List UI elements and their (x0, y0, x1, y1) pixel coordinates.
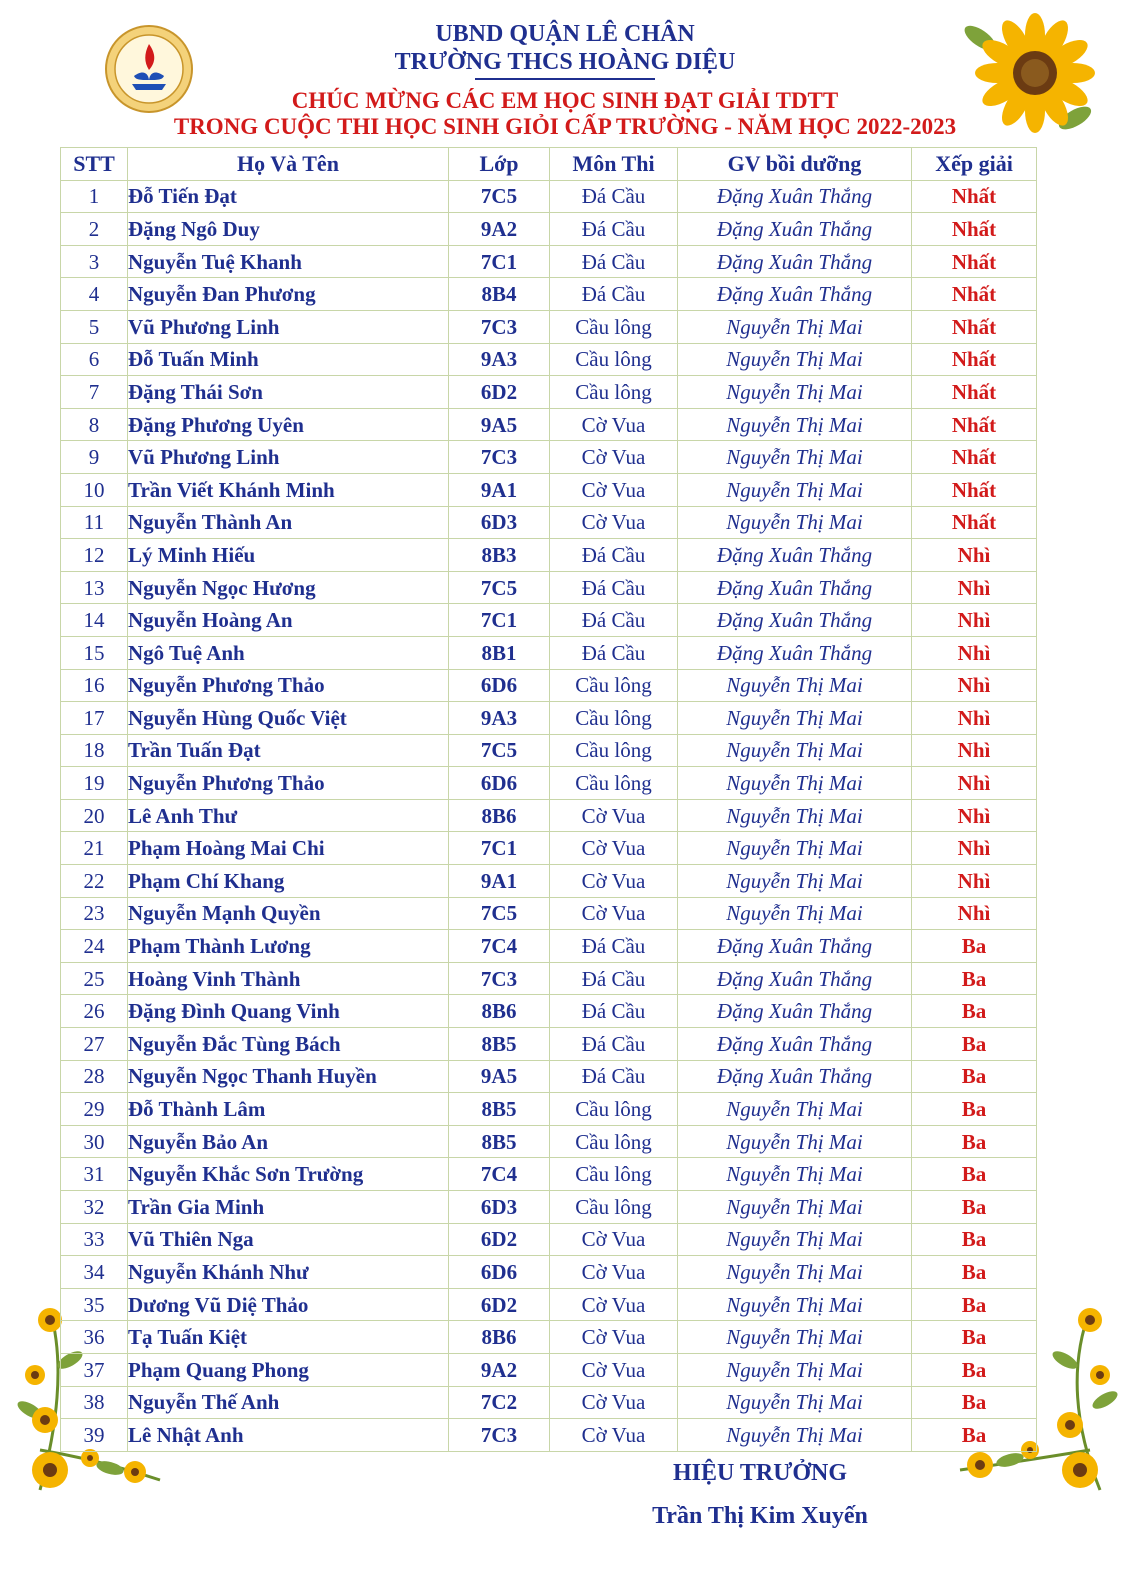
table-row (61, 1386, 1037, 1419)
prize-cell: Ba (912, 1191, 1037, 1224)
row-stt: 14 (61, 604, 128, 637)
teacher-cell: Đặng Xuân Thắng (678, 1028, 912, 1061)
prize-cell: Nhì (912, 767, 1037, 800)
prize-cell: Ba (912, 1288, 1037, 1321)
subject-cell: Cầu lông (550, 669, 678, 702)
table-row (61, 930, 1037, 963)
class-cell: 7C5 (449, 180, 550, 213)
table-row (61, 1223, 1037, 1256)
student-name: Trần Tuấn Đạt (128, 734, 449, 767)
class-cell: 9A3 (449, 702, 550, 735)
prize-cell: Nhất (912, 245, 1037, 278)
student-name: Vũ Phương Linh (128, 310, 449, 343)
prize-cell: Nhất (912, 343, 1037, 376)
teacher-cell: Nguyễn Thị Mai (678, 310, 912, 343)
prize-cell: Nhì (912, 799, 1037, 832)
table-row (61, 1419, 1037, 1452)
student-name: Đỗ Tiến Đạt (128, 180, 449, 213)
results-table (60, 147, 1037, 1452)
subject-cell: Cờ Vua (550, 1288, 678, 1321)
prize-cell: Ba (912, 1093, 1037, 1126)
teacher-cell: Đặng Xuân Thắng (678, 930, 912, 963)
row-stt: 39 (61, 1419, 128, 1452)
class-cell: 9A3 (449, 343, 550, 376)
class-cell: 7C3 (449, 441, 550, 474)
table-header-row (61, 148, 1037, 181)
table-row (61, 571, 1037, 604)
class-cell: 9A2 (449, 1353, 550, 1386)
prize-cell: Nhì (912, 669, 1037, 702)
table-row (61, 213, 1037, 246)
row-stt: 35 (61, 1288, 128, 1321)
student-name: Nguyễn Ngọc Hương (128, 571, 449, 604)
teacher-cell: Nguyễn Thị Mai (678, 767, 912, 800)
teacher-cell: Nguyễn Thị Mai (678, 1353, 912, 1386)
teacher-cell: Nguyễn Thị Mai (678, 343, 912, 376)
teacher-cell: Nguyễn Thị Mai (678, 1158, 912, 1191)
teacher-cell: Đặng Xuân Thắng (678, 245, 912, 278)
class-cell: 7C1 (449, 832, 550, 865)
row-stt: 36 (61, 1321, 128, 1354)
table-row (61, 1191, 1037, 1224)
student-name: Đặng Ngô Duy (128, 213, 449, 246)
table-row (61, 245, 1037, 278)
prize-cell: Nhì (912, 702, 1037, 735)
prize-cell: Nhì (912, 832, 1037, 865)
teacher-cell: Đặng Xuân Thắng (678, 636, 912, 669)
org-name: UBND QUẬN LÊ CHÂN (435, 21, 695, 47)
class-cell: 6D3 (449, 506, 550, 539)
row-stt: 5 (61, 310, 128, 343)
teacher-cell: Nguyễn Thị Mai (678, 1321, 912, 1354)
teacher-cell: Nguyễn Thị Mai (678, 506, 912, 539)
student-name: Nguyễn Hoàng An (128, 604, 449, 637)
prize-cell: Nhất (912, 473, 1037, 506)
subject-cell: Cờ Vua (550, 1256, 678, 1289)
class-cell: 7C1 (449, 604, 550, 637)
subject-cell: Cờ Vua (550, 441, 678, 474)
subject-cell: Đá Cầu (550, 1060, 678, 1093)
teacher-cell: Đặng Xuân Thắng (678, 995, 912, 1028)
row-stt: 15 (61, 636, 128, 669)
prize-cell: Nhì (912, 734, 1037, 767)
subject-cell: Cờ Vua (550, 1386, 678, 1419)
subject-cell: Đá Cầu (550, 571, 678, 604)
table-row (61, 962, 1037, 995)
teacher-cell: Nguyễn Thị Mai (678, 1223, 912, 1256)
subject-cell: Cầu lông (550, 1125, 678, 1158)
prize-cell: Nhất (912, 506, 1037, 539)
teacher-cell: Nguyễn Thị Mai (678, 669, 912, 702)
class-cell: 9A5 (449, 1060, 550, 1093)
row-stt: 37 (61, 1353, 128, 1386)
teacher-cell: Nguyễn Thị Mai (678, 1125, 912, 1158)
prize-cell: Ba (912, 1353, 1037, 1386)
class-cell: 8B1 (449, 636, 550, 669)
student-name: Nguyễn Thành An (128, 506, 449, 539)
row-stt: 32 (61, 1191, 128, 1224)
student-name: Phạm Quang Phong (128, 1353, 449, 1386)
class-cell: 7C5 (449, 571, 550, 604)
teacher-cell: Đặng Xuân Thắng (678, 1060, 912, 1093)
class-cell: 7C3 (449, 1419, 550, 1452)
subject-cell: Cờ Vua (550, 1223, 678, 1256)
prize-cell: Nhất (912, 408, 1037, 441)
table-row (61, 1093, 1037, 1126)
teacher-cell: Nguyễn Thị Mai (678, 376, 912, 409)
subject-cell: Cầu lông (550, 343, 678, 376)
class-cell: 7C5 (449, 734, 550, 767)
teacher-cell: Đặng Xuân Thắng (678, 180, 912, 213)
student-name: Nguyễn Khánh Như (128, 1256, 449, 1289)
teacher-cell: Nguyễn Thị Mai (678, 1256, 912, 1289)
subject-cell: Cờ Vua (550, 897, 678, 930)
teacher-cell: Nguyễn Thị Mai (678, 734, 912, 767)
teacher-cell: Nguyễn Thị Mai (678, 1288, 912, 1321)
subject-cell: Cờ Vua (550, 408, 678, 441)
table-row (61, 636, 1037, 669)
row-stt: 22 (61, 865, 128, 898)
subject-cell: Cầu lông (550, 1191, 678, 1224)
row-stt: 33 (61, 1223, 128, 1256)
student-name: Đặng Đình Quang Vinh (128, 995, 449, 1028)
student-name: Lê Anh Thư (128, 799, 449, 832)
teacher-cell: Nguyễn Thị Mai (678, 473, 912, 506)
student-name: Nguyễn Đan Phương (128, 278, 449, 311)
class-cell: 8B5 (449, 1028, 550, 1061)
prize-cell: Ba (912, 930, 1037, 963)
class-cell: 8B6 (449, 799, 550, 832)
table-row (61, 310, 1037, 343)
subject-cell: Cờ Vua (550, 506, 678, 539)
student-name: Đặng Phương Uyên (128, 408, 449, 441)
school-name (0, 48, 1130, 80)
teacher-cell: Đặng Xuân Thắng (678, 571, 912, 604)
subject-cell: Cờ Vua (550, 1321, 678, 1354)
header-name: Họ Và Tên (128, 148, 449, 181)
class-cell: 6D2 (449, 1223, 550, 1256)
row-stt: 28 (61, 1060, 128, 1093)
class-cell: 8B3 (449, 539, 550, 572)
teacher-cell: Nguyễn Thị Mai (678, 702, 912, 735)
subject-cell: Cầu lông (550, 1158, 678, 1191)
subject-cell: Đá Cầu (550, 278, 678, 311)
subject-cell: Cờ Vua (550, 473, 678, 506)
table-row (61, 1028, 1037, 1061)
row-stt: 16 (61, 669, 128, 702)
row-stt: 29 (61, 1093, 128, 1126)
class-cell: 9A1 (449, 865, 550, 898)
row-stt: 27 (61, 1028, 128, 1061)
class-cell: 8B5 (449, 1093, 550, 1126)
prize-cell: Ba (912, 1386, 1037, 1419)
class-cell: 7C3 (449, 962, 550, 995)
class-cell: 6D6 (449, 767, 550, 800)
table-row (61, 343, 1037, 376)
prize-cell: Ba (912, 1223, 1037, 1256)
subject-cell: Cờ Vua (550, 1419, 678, 1452)
student-name: Vũ Phương Linh (128, 441, 449, 474)
signature-title: HIỆU TRƯỞNG (672, 1460, 848, 1486)
row-stt: 17 (61, 702, 128, 735)
student-name: Đỗ Thành Lâm (128, 1093, 449, 1126)
row-stt: 20 (61, 799, 128, 832)
class-cell: 8B6 (449, 1321, 550, 1354)
prize-cell: Nhất (912, 441, 1037, 474)
student-name: Nguyễn Mạnh Quyền (128, 897, 449, 930)
table-row (61, 278, 1037, 311)
prize-cell: Ba (912, 1419, 1037, 1452)
row-stt: 19 (61, 767, 128, 800)
student-name: Phạm Hoàng Mai Chi (128, 832, 449, 865)
prize-cell: Ba (912, 1028, 1037, 1061)
row-stt: 26 (61, 995, 128, 1028)
student-name: Lê Nhật Anh (128, 1419, 449, 1452)
prize-cell: Nhất (912, 278, 1037, 311)
class-cell: 7C3 (449, 310, 550, 343)
teacher-cell: Đặng Xuân Thắng (678, 278, 912, 311)
class-cell: 8B6 (449, 995, 550, 1028)
student-name: Đỗ Tuấn Minh (128, 343, 449, 376)
student-name: Nguyễn Bảo An (128, 1125, 449, 1158)
teacher-cell: Nguyễn Thị Mai (678, 1191, 912, 1224)
subject-cell: Cầu lông (550, 376, 678, 409)
student-name: Đặng Thái Sơn (128, 376, 449, 409)
school-name-text: TRƯỜNG THCS HOÀNG DIỆU (394, 49, 736, 75)
row-stt: 13 (61, 571, 128, 604)
student-name: Hoàng Vinh Thành (128, 962, 449, 995)
prize-cell: Nhất (912, 376, 1037, 409)
contest-title: TRONG CUỘC THI HỌC SINH GIỎI CẤP TRƯỜNG - NĂM HỌC 2022-2023 (173, 114, 957, 139)
table-row (61, 734, 1037, 767)
class-cell: 9A5 (449, 408, 550, 441)
school-underline (475, 78, 655, 80)
table-row (61, 408, 1037, 441)
subject-cell: Cầu lông (550, 734, 678, 767)
subject-cell: Đá Cầu (550, 636, 678, 669)
subject-cell: Cầu lông (550, 702, 678, 735)
teacher-cell: Nguyễn Thị Mai (678, 441, 912, 474)
student-name: Nguyễn Tuệ Khanh (128, 245, 449, 278)
student-name: Nguyễn Phương Thảo (128, 767, 449, 800)
student-name: Phạm Thành Lương (128, 930, 449, 963)
student-name: Trần Gia Minh (128, 1191, 449, 1224)
table-row (61, 1125, 1037, 1158)
teacher-cell: Đặng Xuân Thắng (678, 213, 912, 246)
table-row (61, 473, 1037, 506)
table-row (61, 604, 1037, 637)
table-row (61, 1353, 1037, 1386)
row-stt: 4 (61, 278, 128, 311)
class-cell: 6D3 (449, 1191, 550, 1224)
subject-cell: Cầu lông (550, 1093, 678, 1126)
teacher-cell: Nguyễn Thị Mai (678, 865, 912, 898)
row-stt: 9 (61, 441, 128, 474)
student-name: Nguyễn Thế Anh (128, 1386, 449, 1419)
table-row (61, 1288, 1037, 1321)
student-name: Nguyễn Phương Thảo (128, 669, 449, 702)
table-row (61, 799, 1037, 832)
subject-cell: Cờ Vua (550, 865, 678, 898)
prize-cell: Nhất (912, 180, 1037, 213)
student-name: Nguyễn Đắc Tùng Bách (128, 1028, 449, 1061)
row-stt: 25 (61, 962, 128, 995)
header-class: Lớp (449, 148, 550, 181)
prize-cell: Nhì (912, 571, 1037, 604)
table-row (61, 669, 1037, 702)
subject-cell: Đá Cầu (550, 213, 678, 246)
subject-cell: Đá Cầu (550, 930, 678, 963)
subject-cell: Đá Cầu (550, 604, 678, 637)
prize-cell: Ba (912, 1158, 1037, 1191)
subject-cell: Đá Cầu (550, 1028, 678, 1061)
row-stt: 8 (61, 408, 128, 441)
class-cell: 8B5 (449, 1125, 550, 1158)
row-stt: 1 (61, 180, 128, 213)
row-stt: 31 (61, 1158, 128, 1191)
table-row (61, 376, 1037, 409)
student-name: Nguyễn Ngọc Thanh Huyền (128, 1060, 449, 1093)
prize-cell: Nhì (912, 604, 1037, 637)
teacher-cell: Đặng Xuân Thắng (678, 539, 912, 572)
teacher-cell: Nguyễn Thị Mai (678, 1093, 912, 1126)
class-cell: 6D2 (449, 1288, 550, 1321)
class-cell: 7C1 (449, 245, 550, 278)
table-row (61, 832, 1037, 865)
prize-cell: Nhì (912, 539, 1037, 572)
prize-cell: Ba (912, 1125, 1037, 1158)
class-cell: 7C2 (449, 1386, 550, 1419)
class-cell: 7C4 (449, 1158, 550, 1191)
table-row (61, 1060, 1037, 1093)
signature-name: Trần Thị Kim Xuyến (652, 1503, 868, 1529)
row-stt: 24 (61, 930, 128, 963)
congrats-title: CHÚC MỪNG CÁC EM HỌC SINH ĐẠT GIẢI TDTT (291, 88, 839, 113)
class-cell: 7C5 (449, 897, 550, 930)
table-row (61, 180, 1037, 213)
header-subject: Môn Thi (550, 148, 678, 181)
teacher-cell: Nguyễn Thị Mai (678, 1386, 912, 1419)
prize-cell: Nhì (912, 865, 1037, 898)
row-stt: 23 (61, 897, 128, 930)
row-stt: 6 (61, 343, 128, 376)
class-cell: 8B4 (449, 278, 550, 311)
class-cell: 6D2 (449, 376, 550, 409)
prize-cell: Ba (912, 962, 1037, 995)
student-name: Trần Viết Khánh Minh (128, 473, 449, 506)
student-name: Dương Vũ Diệ Thảo (128, 1288, 449, 1321)
prize-cell: Ba (912, 1060, 1037, 1093)
prize-cell: Nhì (912, 636, 1037, 669)
student-name: Tạ Tuấn Kiệt (128, 1321, 449, 1354)
subject-cell: Đá Cầu (550, 539, 678, 572)
teacher-cell: Nguyễn Thị Mai (678, 799, 912, 832)
row-stt: 21 (61, 832, 128, 865)
student-name: Lý Minh Hiếu (128, 539, 449, 572)
subject-cell: Đá Cầu (550, 180, 678, 213)
row-stt: 3 (61, 245, 128, 278)
row-stt: 11 (61, 506, 128, 539)
table-row (61, 441, 1037, 474)
table-row (61, 1321, 1037, 1354)
teacher-cell: Đặng Xuân Thắng (678, 962, 912, 995)
row-stt: 30 (61, 1125, 128, 1158)
subject-cell: Cầu lông (550, 767, 678, 800)
table-body (61, 180, 1037, 1451)
prize-cell: Ba (912, 1321, 1037, 1354)
table-row (61, 506, 1037, 539)
teacher-cell: Đặng Xuân Thắng (678, 604, 912, 637)
class-cell: 6D6 (449, 1256, 550, 1289)
row-stt: 34 (61, 1256, 128, 1289)
subject-cell: Cờ Vua (550, 799, 678, 832)
subject-cell: Cầu lông (550, 310, 678, 343)
table-row (61, 1256, 1037, 1289)
class-cell: 7C4 (449, 930, 550, 963)
header-teacher: GV bồi dưỡng (678, 148, 912, 181)
row-stt: 12 (61, 539, 128, 572)
class-cell: 6D6 (449, 669, 550, 702)
table-row (61, 865, 1037, 898)
table-row (61, 1158, 1037, 1191)
header-prize: Xếp giải (912, 148, 1037, 181)
prize-cell: Nhất (912, 310, 1037, 343)
teacher-cell: Nguyễn Thị Mai (678, 897, 912, 930)
row-stt: 10 (61, 473, 128, 506)
row-stt: 38 (61, 1386, 128, 1419)
teacher-cell: Nguyễn Thị Mai (678, 408, 912, 441)
table-row (61, 995, 1037, 1028)
subject-cell: Đá Cầu (550, 962, 678, 995)
student-name: Vũ Thiên Nga (128, 1223, 449, 1256)
subject-cell: Đá Cầu (550, 245, 678, 278)
prize-cell: Nhất (912, 213, 1037, 246)
class-cell: 9A2 (449, 213, 550, 246)
student-name: Nguyễn Hùng Quốc Việt (128, 702, 449, 735)
prize-cell: Ba (912, 995, 1037, 1028)
row-stt: 2 (61, 213, 128, 246)
student-name: Ngô Tuệ Anh (128, 636, 449, 669)
row-stt: 7 (61, 376, 128, 409)
table-row (61, 897, 1037, 930)
prize-cell: Nhì (912, 897, 1037, 930)
teacher-cell: Nguyễn Thị Mai (678, 832, 912, 865)
subject-cell: Cờ Vua (550, 832, 678, 865)
teacher-cell: Nguyễn Thị Mai (678, 1419, 912, 1452)
student-name: Phạm Chí Khang (128, 865, 449, 898)
prize-cell: Ba (912, 1256, 1037, 1289)
header-stt: STT (61, 148, 128, 181)
subject-cell: Đá Cầu (550, 995, 678, 1028)
class-cell: 9A1 (449, 473, 550, 506)
table-row (61, 702, 1037, 735)
row-stt: 18 (61, 734, 128, 767)
subject-cell: Cờ Vua (550, 1353, 678, 1386)
document-header (0, 20, 1130, 140)
table-row (61, 767, 1037, 800)
table-row (61, 539, 1037, 572)
student-name: Nguyễn Khắc Sơn Trường (128, 1158, 449, 1191)
